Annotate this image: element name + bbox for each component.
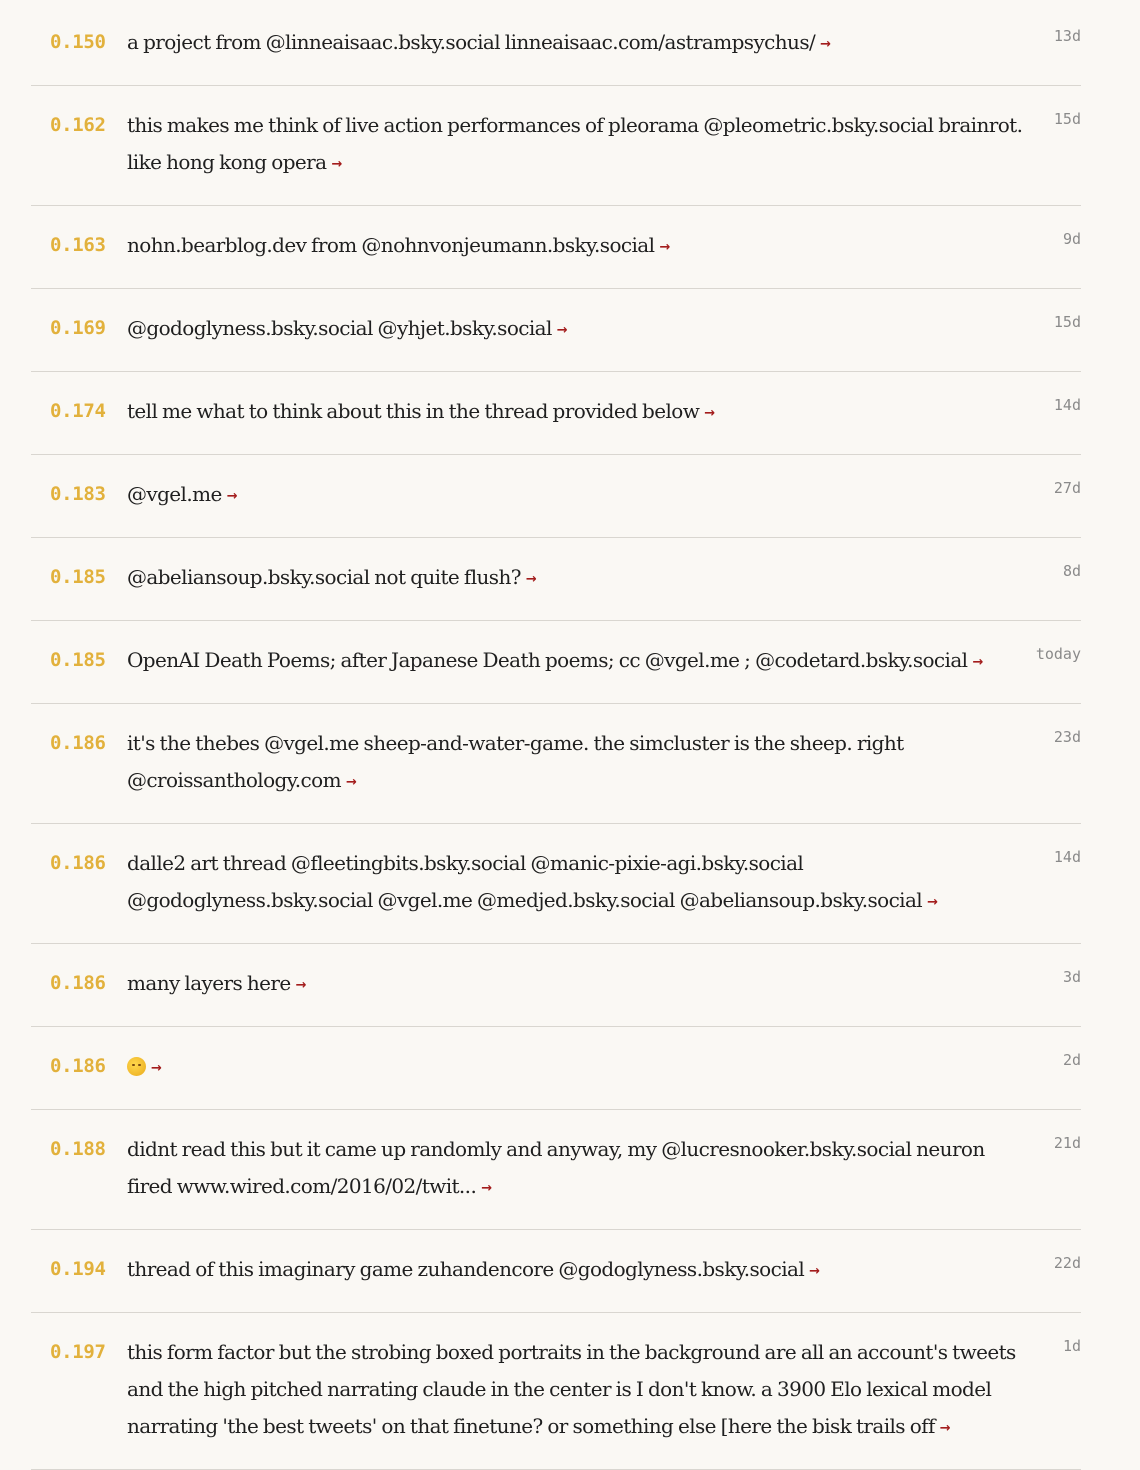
post-text[interactable] — [127, 227, 1033, 266]
list-item[interactable] — [31, 1313, 1081, 1470]
list-item[interactable] — [31, 1230, 1081, 1313]
post-text[interactable] — [127, 1251, 1033, 1290]
post-age: 13d — [1053, 27, 1081, 45]
post-text-content: nohn.bearblog.dev from @nohnvonjeumann.bsky.social — [127, 233, 655, 257]
post-age: today — [1035, 645, 1081, 663]
list-item[interactable] — [31, 1027, 1081, 1110]
similarity-score: 0.186 — [50, 852, 106, 874]
list-item[interactable] — [31, 455, 1081, 538]
post-text[interactable] — [127, 642, 1024, 681]
post-text-content: tell me what to think about this in the thread provided below — [127, 399, 700, 423]
post-age: 23d — [1053, 728, 1081, 746]
list-item[interactable] — [31, 1110, 1081, 1230]
post-age: 9d — [1062, 230, 1081, 248]
post-age: 15d — [1053, 110, 1081, 128]
similarity-score: 0.162 — [50, 114, 106, 136]
similarity-score: 0.185 — [50, 566, 106, 588]
arrow-right-icon[interactable]: → — [820, 37, 832, 52]
list-item[interactable] — [31, 824, 1081, 944]
arrow-right-icon[interactable]: → — [295, 978, 307, 993]
similarity-score: 0.188 — [50, 1138, 106, 1160]
arrow-right-icon[interactable]: → — [972, 655, 984, 670]
list-item[interactable] — [31, 538, 1081, 621]
smiling-face-icon — [127, 1057, 146, 1076]
similarity-score: 0.150 — [50, 31, 106, 53]
post-age: 27d — [1053, 479, 1081, 497]
post-text-content: many layers here — [127, 971, 291, 995]
post-text[interactable] — [127, 1334, 1033, 1447]
arrow-right-icon[interactable]: → — [331, 157, 343, 172]
post-text[interactable] — [127, 845, 1033, 921]
list-item[interactable] — [31, 944, 1081, 1027]
post-text-content: @godoglyness.bsky.social @yhjet.bsky.social — [127, 316, 552, 340]
post-age: 15d — [1053, 313, 1081, 331]
similarity-score: 0.169 — [50, 317, 106, 339]
post-text[interactable] — [127, 559, 1033, 598]
arrow-right-icon[interactable]: → — [927, 895, 938, 910]
post-text-content: thread of this imaginary game zuhandencore @godoglyness.bsky.social — [127, 1257, 805, 1281]
post-text-content: this makes me think of live action performances of pleorama @pleometric.bsky.social brainrot. like hong kong opera — [127, 113, 1023, 174]
post-age: 2d — [1062, 1051, 1081, 1069]
arrow-right-icon[interactable]: → — [151, 1061, 162, 1076]
similarity-score: 0.186 — [50, 732, 106, 754]
post-age: 3d — [1062, 968, 1081, 986]
arrow-right-icon[interactable]: → — [525, 572, 537, 587]
arrow-right-icon[interactable]: → — [809, 1264, 821, 1279]
post-text[interactable] — [127, 24, 1033, 63]
post-age: 21d — [1053, 1134, 1081, 1152]
arrow-right-icon[interactable]: → — [704, 406, 716, 421]
post-text-content: @vgel.me — [127, 482, 222, 506]
post-age: 1d — [1062, 1337, 1081, 1355]
post-text-content: a project from @linneaisaac.bsky.social linneaisaac.com/astrampsychus/ — [127, 30, 816, 54]
list-item[interactable] — [31, 372, 1081, 455]
list-item[interactable] — [31, 5, 1081, 86]
post-text-content: this form factor but the strobing boxed portraits in the background are all an account's tweets and the high pitched narrating claude in the center is I don't know. a 3900 Elo lexical model narrating 'the best tweets' on that finetune? or something else [here the bisk trails off — [127, 1340, 1016, 1438]
arrow-right-icon[interactable]: → — [345, 775, 357, 790]
post-text[interactable] — [127, 1048, 1033, 1087]
list-item[interactable] — [31, 621, 1081, 704]
list-item[interactable] — [31, 206, 1081, 289]
similarity-score: 0.174 — [50, 400, 106, 422]
post-age: 14d — [1053, 848, 1081, 866]
post-age: 14d — [1053, 396, 1081, 414]
post-text-content: didnt read this but it came up randomly and anyway, my @lucresnooker.bsky.social neuron fired www.wired.com/2016/02/twit... — [127, 1137, 985, 1198]
post-text-content: OpenAI Death Poems; after Japanese Death poems; cc @vgel.me ; @codetard.bsky.social — [127, 648, 968, 672]
similarity-score: 0.186 — [50, 972, 106, 994]
post-text[interactable] — [127, 310, 1033, 349]
post-text-content: it's the thebes @vgel.me sheep-and-water-game. the simcluster is the sheep. right @croissanthology.com — [127, 731, 904, 792]
similarity-score: 0.197 — [50, 1341, 106, 1363]
post-text[interactable] — [127, 476, 1033, 515]
post-text[interactable] — [127, 1131, 1033, 1207]
arrow-right-icon[interactable]: → — [226, 489, 238, 504]
similarity-score: 0.183 — [50, 483, 106, 505]
arrow-right-icon[interactable]: → — [939, 1421, 951, 1436]
post-text[interactable] — [127, 107, 1033, 183]
post-text[interactable] — [127, 725, 1033, 801]
post-text-content: @abeliansoup.bsky.social not quite flush? — [127, 565, 521, 589]
similarity-score: 0.185 — [50, 649, 106, 671]
arrow-right-icon[interactable]: → — [556, 323, 568, 338]
post-text-content: dalle2 art thread @fleetingbits.bsky.social @manic-pixie-agi.bsky.social @godoglyness.bsky.social @vgel.me @medjed.bsky.social @abeliansoup.bsky.social — [127, 851, 923, 912]
similarity-score: 0.186 — [50, 1055, 106, 1077]
post-text[interactable] — [127, 393, 1033, 432]
post-age: 8d — [1062, 562, 1081, 580]
post-list — [31, 5, 1081, 1470]
list-item[interactable] — [31, 704, 1081, 824]
list-item[interactable] — [31, 289, 1081, 372]
post-age: 22d — [1053, 1254, 1081, 1272]
post-text[interactable] — [127, 965, 1033, 1004]
similarity-score: 0.163 — [50, 234, 106, 256]
arrow-right-icon[interactable]: → — [659, 240, 671, 255]
arrow-right-icon[interactable]: → — [481, 1181, 493, 1196]
similarity-score: 0.194 — [50, 1258, 106, 1280]
list-item[interactable] — [31, 86, 1081, 206]
